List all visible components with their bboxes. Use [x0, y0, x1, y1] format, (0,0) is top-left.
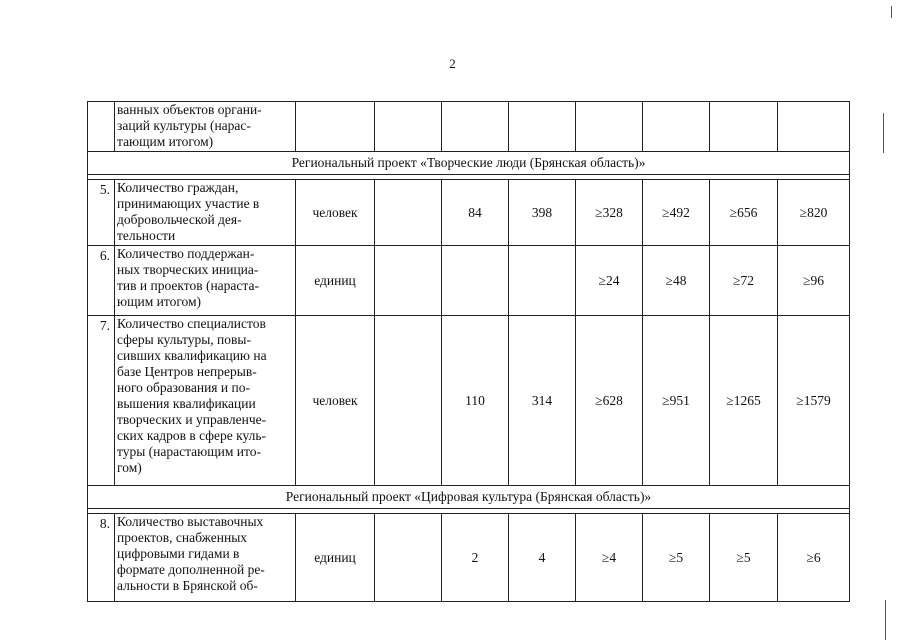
value-cell: ≥72	[710, 246, 778, 316]
value-cell	[576, 102, 643, 152]
section-title-creative-people: Региональный проект «Творческие люди (Брянская область)»	[88, 152, 850, 175]
value-cell: ≥1265	[710, 316, 778, 486]
indicator-name-line: ских кадров в сфере куль-	[117, 428, 267, 443]
scan-edge-mark-bottom	[885, 600, 886, 640]
scan-edge-mark-top	[891, 6, 892, 18]
value-cell: ≥4	[576, 514, 643, 602]
indicator-name-line: тельности	[117, 228, 176, 243]
value-cell	[442, 246, 509, 316]
indicator-name-line: заций культуры (нарас-	[117, 118, 251, 133]
indicator-name-cell	[115, 180, 296, 246]
indicator-name-line: Количество граждан,	[117, 180, 239, 195]
value-cell	[375, 102, 442, 152]
value-cell	[509, 102, 576, 152]
row-number-cell: 5.	[88, 180, 115, 246]
indicator-name-line: гом)	[117, 460, 142, 475]
indicator-name-line: Количество специалистов	[117, 316, 266, 331]
page-number: 2	[449, 56, 456, 71]
value-cell: 110	[442, 316, 509, 486]
value-cell	[778, 102, 850, 152]
indicator-name-line: ного образования и по-	[117, 380, 250, 395]
value-cell: ≥96	[778, 246, 850, 316]
indicator-name-line: Количество поддержан-	[117, 246, 255, 261]
value-cell: ≥820	[778, 180, 850, 246]
table-row-5	[88, 180, 850, 246]
value-cell: ≥24	[576, 246, 643, 316]
indicator-name-line: туры (нарастающим ито-	[117, 444, 261, 459]
value-cell	[442, 102, 509, 152]
indicator-name-line: вышения квалификации	[117, 396, 256, 411]
value-cell: ≥6	[778, 514, 850, 602]
table-row-continuation	[88, 102, 850, 152]
table-body	[88, 102, 850, 602]
indicators-table	[87, 101, 850, 602]
value-cell: ≥656	[710, 180, 778, 246]
unit-cell	[296, 102, 375, 152]
value-cell	[643, 102, 710, 152]
indicator-name-line: Количество выставочных	[117, 514, 264, 529]
value-cell: ≥5	[710, 514, 778, 602]
section-title-digital-culture: Региональный проект «Цифровая культура (Брянская область)»	[88, 486, 850, 509]
indicator-name-line: цифровыми гидами в	[117, 546, 240, 561]
indicator-name-line: альности в Брянской об-	[117, 578, 258, 593]
indicator-name-line: принимающих участие в	[117, 196, 260, 211]
value-cell: ≥951	[643, 316, 710, 486]
value-cell: 84	[442, 180, 509, 246]
row-number-cell: 8.	[88, 514, 115, 602]
indicator-name-line: тив и проектов (нараста-	[117, 278, 259, 293]
value-cell	[509, 246, 576, 316]
value-cell	[375, 246, 442, 316]
value-cell: ≥5	[643, 514, 710, 602]
unit-cell: человек	[296, 316, 375, 486]
row-number-cell	[88, 102, 115, 152]
indicator-name-line: тающим итогом)	[117, 134, 214, 149]
table-row-7	[88, 316, 850, 486]
value-cell: ≥1579	[778, 316, 850, 486]
value-cell: 4	[509, 514, 576, 602]
value-cell: ≥492	[643, 180, 710, 246]
indicator-name-line: базе Центров непрерыв-	[117, 364, 257, 379]
value-cell	[375, 180, 442, 246]
indicator-name-line: проектов, снабженных	[117, 530, 248, 545]
table-row-8	[88, 514, 850, 602]
section-header-row	[88, 152, 850, 175]
row-number-cell: 7.	[88, 316, 115, 486]
indicator-name-cell	[115, 246, 296, 316]
indicator-name-cell	[115, 316, 296, 486]
value-cell	[375, 514, 442, 602]
value-cell: 2	[442, 514, 509, 602]
value-cell: 398	[509, 180, 576, 246]
indicator-name-cell	[115, 102, 296, 152]
section-header-row	[88, 486, 850, 509]
value-cell	[375, 316, 442, 486]
indicator-name-line: формате дополненной ре-	[117, 562, 265, 577]
indicator-name-line: ных творческих инициа-	[117, 262, 259, 277]
unit-cell: человек	[296, 180, 375, 246]
indicator-name-cell	[115, 514, 296, 602]
indicator-name-line: добровольческой дея-	[117, 212, 242, 227]
unit-cell: единиц	[296, 514, 375, 602]
row-number-cell: 6.	[88, 246, 115, 316]
value-cell: ≥628	[576, 316, 643, 486]
value-cell	[710, 102, 778, 152]
indicator-name-line: сферы культуры, повы-	[117, 332, 251, 347]
value-cell: ≥328	[576, 180, 643, 246]
table-row-6	[88, 246, 850, 316]
indicator-name-line: ванных объектов органи-	[117, 102, 262, 117]
indicator-name-line: сивших квалификацию на	[117, 348, 267, 363]
unit-cell: единиц	[296, 246, 375, 316]
indicator-name-line: ющим итогом)	[117, 294, 202, 309]
value-cell: 314	[509, 316, 576, 486]
indicator-name-line: творческих и управленче-	[117, 412, 267, 427]
value-cell: ≥48	[643, 246, 710, 316]
scan-edge-mark-right	[883, 113, 884, 153]
